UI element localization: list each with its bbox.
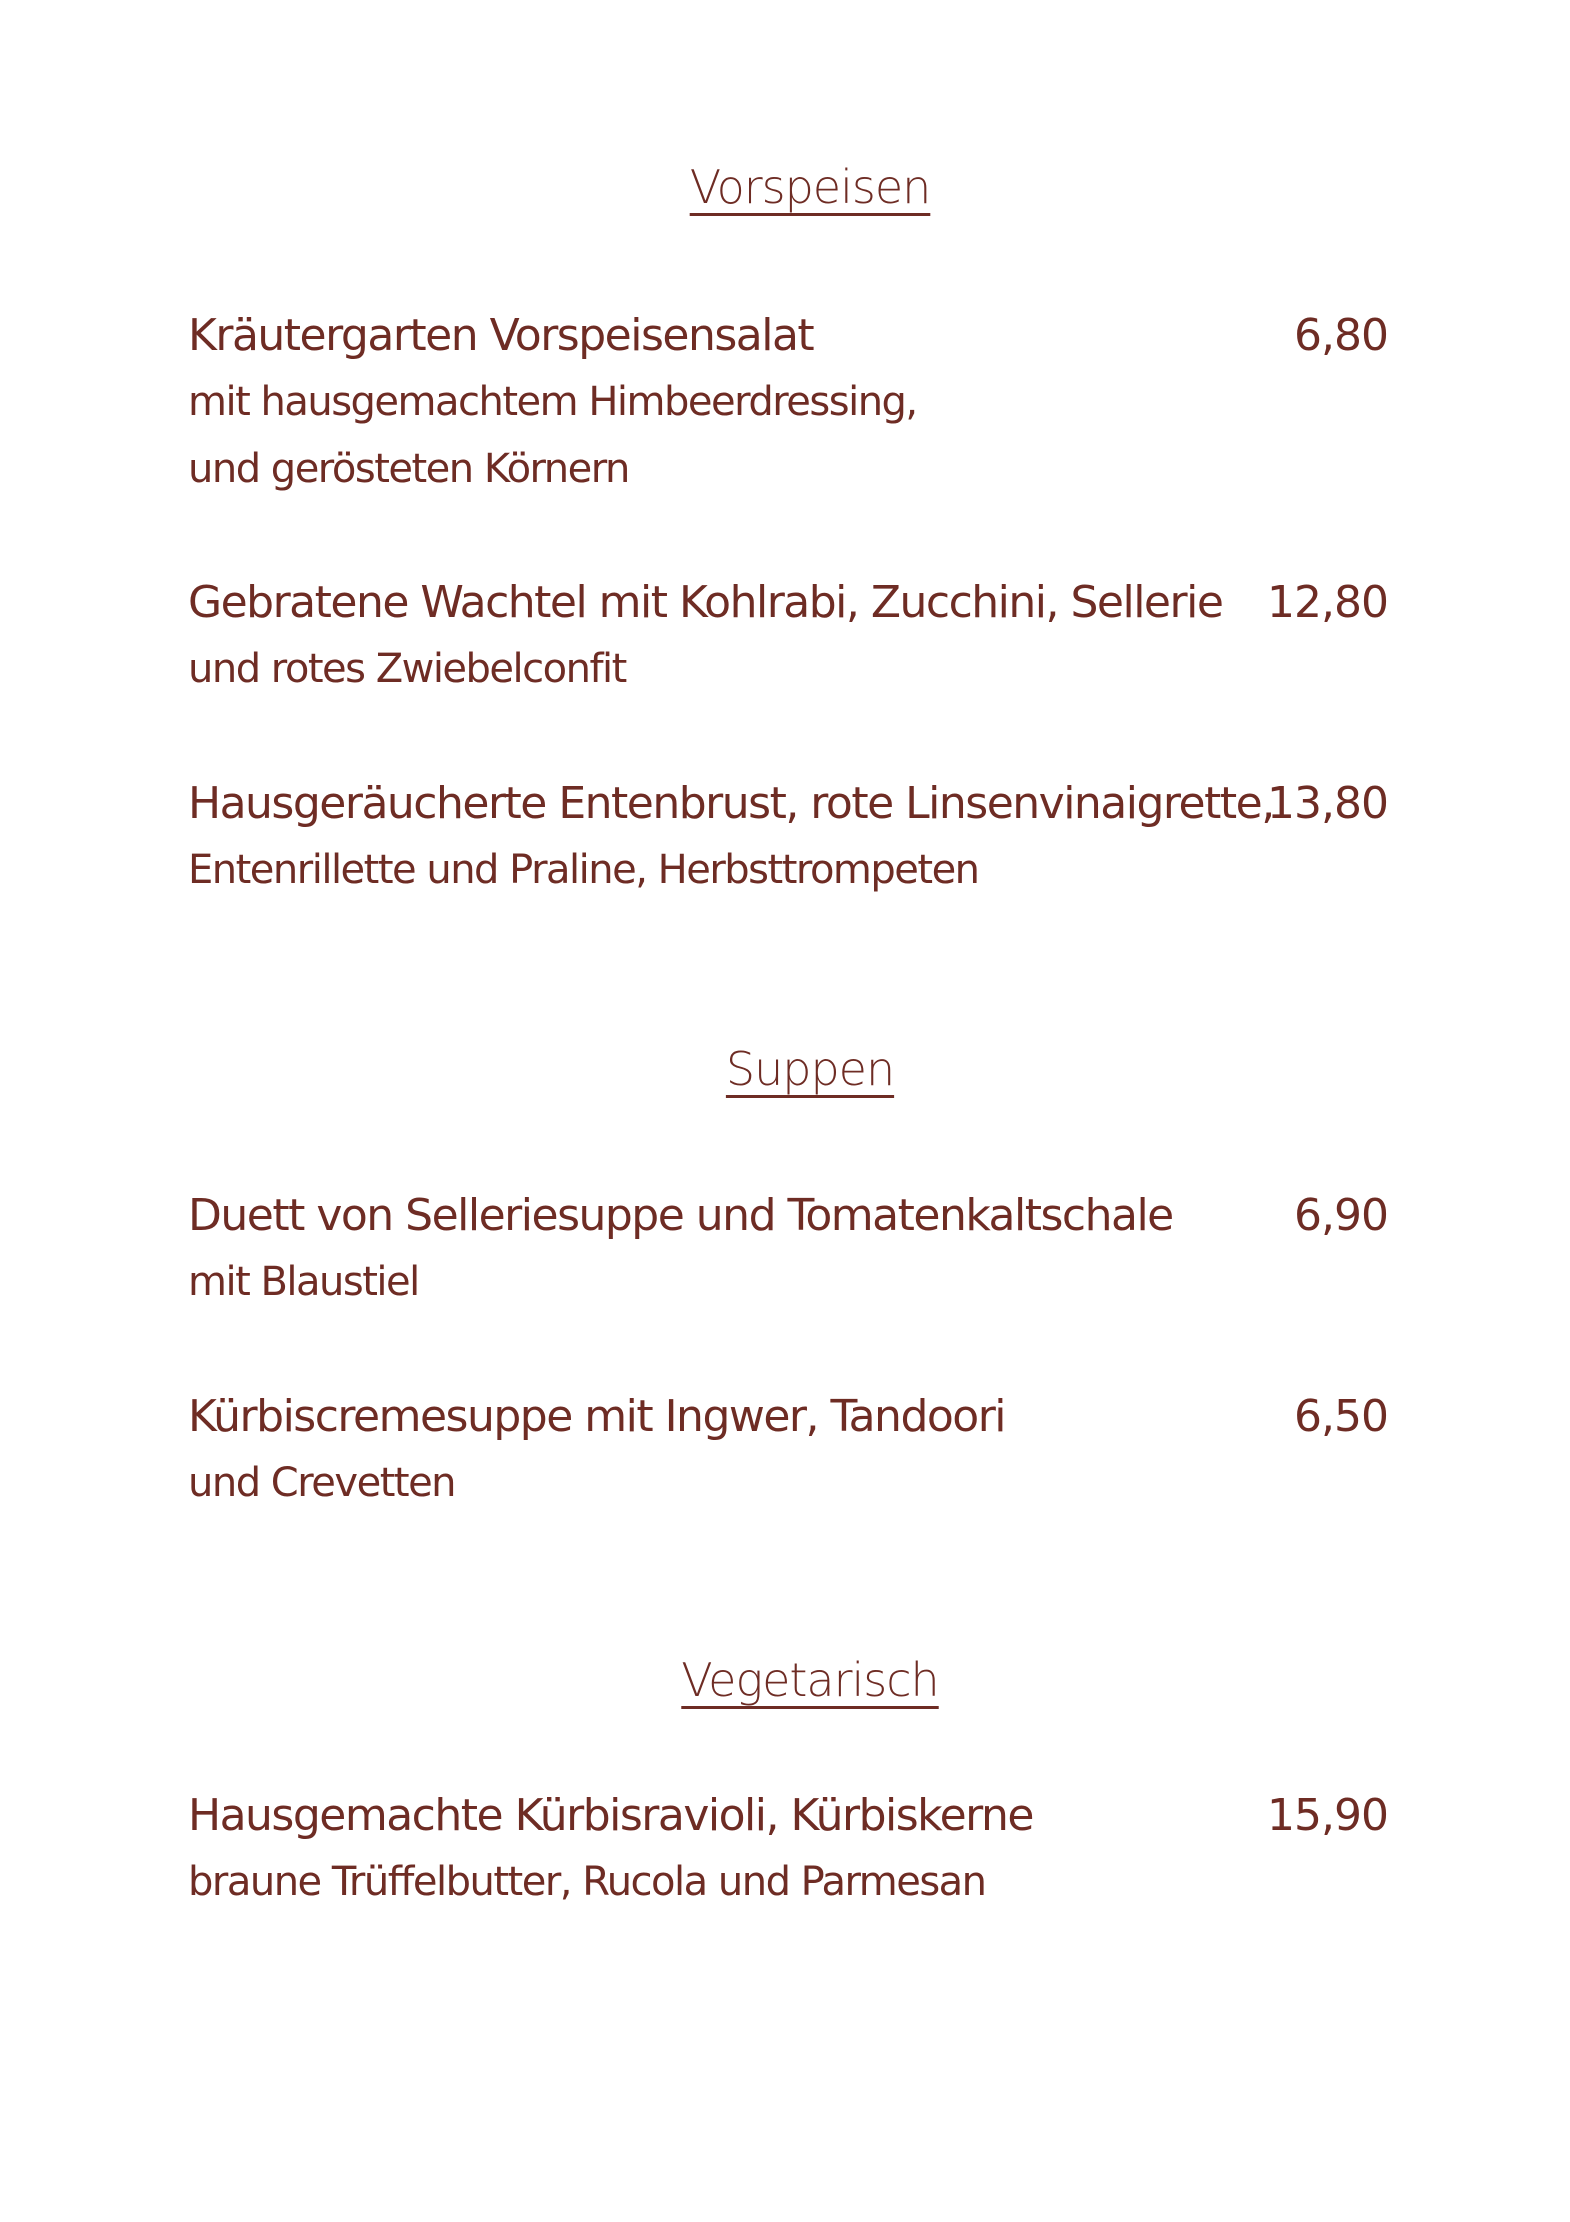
item-description: und Crevetten <box>188 1460 456 1506</box>
item-price: 13,80 <box>1267 778 1388 829</box>
item-price: 6,90 <box>1294 1190 1388 1241</box>
item-price: 12,80 <box>1267 577 1388 628</box>
item-name: Hausgeräucherte Entenbrust, rote Linsenvinaigrette, <box>188 778 1274 829</box>
item-name: Kürbiscremesuppe mit Ingwer, Tandoori <box>188 1391 1006 1442</box>
item-name: Hausgemachte Kürbisravioli, Kürbiskerne <box>188 1790 1033 1841</box>
item-name: Kräutergarten Vorspeisensalat <box>188 310 814 361</box>
section-title-suppen: Suppen <box>725 1042 895 1096</box>
item-description: braune Trüffelbutter, Rucola und Parmesan <box>188 1859 986 1905</box>
menu-item <box>188 569 1388 703</box>
menu-item <box>188 302 1388 503</box>
item-description: und gerösteten Körnern <box>188 446 629 492</box>
menu-item <box>188 770 1388 904</box>
menu-item <box>188 1182 1388 1316</box>
item-description: mit Blaustiel <box>188 1259 419 1305</box>
item-description: und rotes Zwiebelconfit <box>188 646 626 692</box>
item-description: Entenrillette und Praline, Herbsttrompeten <box>188 847 979 893</box>
item-price: 6,80 <box>1294 310 1388 361</box>
menu-item <box>188 1383 1388 1517</box>
section-title-vegetarisch: Vegetarisch <box>681 1653 939 1707</box>
item-description: mit hausgemachtem Himbeerdressing, <box>188 379 917 425</box>
item-price: 6,50 <box>1294 1391 1388 1442</box>
menu-item <box>188 1782 1388 1916</box>
section-title-vorspeisen: Vorspeisen <box>689 160 931 214</box>
item-price: 15,90 <box>1267 1790 1388 1841</box>
item-name: Gebratene Wachtel mit Kohlrabi, Zucchini, Sellerie <box>188 577 1223 628</box>
item-name: Duett von Selleriesuppe und Tomatenkaltschale <box>188 1190 1173 1241</box>
